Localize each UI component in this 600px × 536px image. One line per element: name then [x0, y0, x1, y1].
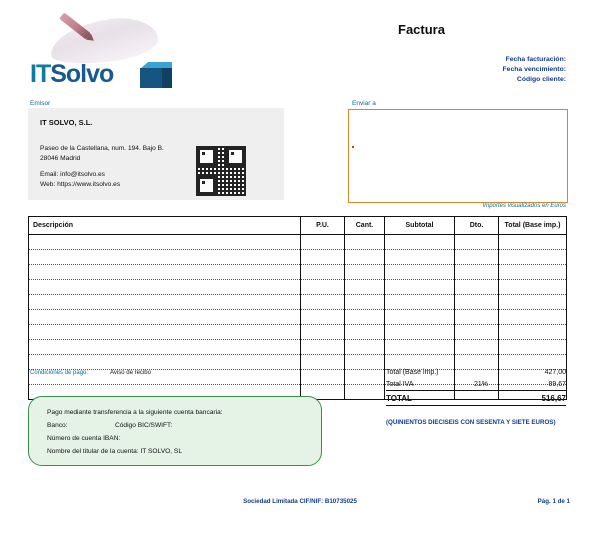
meta-codigo-cliente: Código cliente:	[516, 76, 566, 83]
cell-subtotal[interactable]	[385, 265, 455, 280]
emisor-label: Emisor	[30, 100, 51, 107]
cell-dto[interactable]	[455, 325, 499, 340]
cube-side-face	[162, 68, 172, 88]
cell-total[interactable]	[499, 235, 567, 250]
cell-pu[interactable]	[301, 355, 345, 370]
column-header-cant: Cant.	[345, 217, 385, 235]
cell-dto[interactable]	[455, 280, 499, 295]
total-iva-label: Total IVA	[386, 380, 414, 388]
cell-total[interactable]	[499, 295, 567, 310]
column-header-total-base: Total (Base imp.)	[499, 217, 567, 235]
cell-descripcion[interactable]	[29, 295, 301, 310]
logo-wordmark	[30, 60, 113, 89]
enviar-a-label: Enviar a	[352, 100, 376, 107]
cell-total[interactable]	[499, 265, 567, 280]
cell-pu[interactable]	[301, 280, 345, 295]
totals-block	[386, 366, 566, 406]
emisor-address-line2: 28046 Madrid	[40, 155, 81, 162]
cell-subtotal[interactable]	[385, 325, 455, 340]
cell-pu[interactable]	[301, 250, 345, 265]
column-header-subtotal: Subtotal	[385, 217, 455, 235]
table-header-row	[29, 217, 567, 235]
cell-descripcion[interactable]	[29, 235, 301, 250]
company-logo	[28, 18, 178, 90]
table-row[interactable]	[29, 340, 567, 355]
logo-text-solvo: Solvo	[50, 60, 114, 88]
table-row[interactable]	[29, 295, 567, 310]
bank-details-box	[28, 396, 322, 466]
cell-dto[interactable]	[455, 340, 499, 355]
emisor-name: IT SOLVO, S.L.	[40, 118, 93, 127]
emisor-address	[40, 144, 164, 164]
total-base-label: Total (Base imp.)	[386, 368, 439, 376]
cell-cant[interactable]	[345, 310, 385, 325]
bank-name-label: Banco:	[47, 422, 68, 429]
cell-subtotal[interactable]	[385, 250, 455, 265]
table-row[interactable]	[29, 250, 567, 265]
cell-cant[interactable]	[345, 355, 385, 370]
total-iva-value: 89,67	[548, 380, 566, 388]
cell-pu[interactable]	[301, 340, 345, 355]
qr-code-icon	[196, 146, 246, 196]
footer-page-number: Pág. 1 de 1	[537, 498, 570, 505]
invoice-meta	[330, 55, 566, 85]
grand-total-value: 516,67	[541, 393, 566, 403]
cell-subtotal[interactable]	[385, 310, 455, 325]
cell-cant[interactable]	[345, 385, 385, 400]
cell-dto[interactable]	[455, 250, 499, 265]
cube-icon	[140, 62, 172, 88]
table-row[interactable]	[29, 280, 567, 295]
cell-descripcion[interactable]	[29, 280, 301, 295]
page-title: Factura	[398, 22, 445, 37]
total-base-value: 427,00	[544, 368, 566, 376]
cell-pu[interactable]	[301, 235, 345, 250]
cell-total[interactable]	[499, 310, 567, 325]
cell-descripcion[interactable]	[29, 355, 301, 370]
table-row[interactable]	[29, 325, 567, 340]
emisor-contact	[40, 170, 120, 190]
total-iva-rate: 21%	[473, 380, 488, 388]
cell-descripcion[interactable]	[29, 340, 301, 355]
cell-descripcion[interactable]	[29, 250, 301, 265]
table-row[interactable]	[29, 235, 567, 250]
cell-subtotal[interactable]	[385, 235, 455, 250]
cell-cant[interactable]	[345, 295, 385, 310]
emisor-address-line1: Paseo de la Castellana, num. 194. Bajo B.	[40, 145, 164, 152]
cell-descripcion[interactable]	[29, 310, 301, 325]
cell-pu[interactable]	[301, 265, 345, 280]
emisor-web[interactable]: Web: https://www.itsolvo.es	[40, 181, 121, 188]
cell-total[interactable]	[499, 325, 567, 340]
cell-pu[interactable]	[301, 310, 345, 325]
totals-row-base	[386, 366, 566, 378]
enviar-a-box[interactable]	[348, 109, 568, 203]
currency-note: Importes visualizados en Euros	[482, 203, 566, 209]
qr-finder-top-right	[226, 147, 245, 166]
table-row[interactable]	[29, 310, 567, 325]
cell-total[interactable]	[499, 250, 567, 265]
qr-finder-top-left	[197, 147, 216, 166]
cell-dto[interactable]	[455, 295, 499, 310]
cell-cant[interactable]	[345, 250, 385, 265]
meta-fecha-vencimiento: Fecha vencimiento:	[502, 66, 566, 73]
cell-cant[interactable]	[345, 370, 385, 385]
cell-subtotal[interactable]	[385, 295, 455, 310]
cell-descripcion[interactable]	[29, 325, 301, 340]
cell-subtotal[interactable]	[385, 340, 455, 355]
total-in-letters: (QUINIENTOS DIECISEIS CON SESENTA Y SIETE EUROS)	[386, 419, 556, 426]
cell-descripcion[interactable]	[29, 265, 301, 280]
cell-cant[interactable]	[345, 280, 385, 295]
cell-total[interactable]	[499, 280, 567, 295]
payment-conditions-label: Condiciones de pago:	[30, 370, 89, 376]
cell-subtotal[interactable]	[385, 280, 455, 295]
cell-dto[interactable]	[455, 235, 499, 250]
bank-holder-label: Nombre del titular de la cuenta: IT SOLVO, SL	[47, 448, 182, 455]
column-header-descripcion: Descripción	[29, 217, 301, 235]
cell-cant[interactable]	[345, 265, 385, 280]
bank-bic-label: Código BIC/SWIFT:	[115, 422, 173, 429]
meta-fecha-facturacion: Fecha facturación:	[505, 56, 566, 63]
emisor-email: Email: info@itsolvo.es	[40, 171, 105, 178]
cell-dto[interactable]	[455, 310, 499, 325]
cell-pu[interactable]	[301, 295, 345, 310]
logo-text-it: IT	[30, 60, 51, 88]
cell-cant[interactable]	[345, 235, 385, 250]
cell-pu[interactable]	[301, 370, 345, 385]
grand-total-label: TOTAL	[386, 393, 412, 403]
cell-pu[interactable]	[301, 325, 345, 340]
totals-row-grand	[386, 390, 566, 406]
qr-finder-bottom-left	[197, 176, 216, 195]
cell-cant[interactable]	[345, 325, 385, 340]
footer-company-info: Sociedad Limitada CIF/NIF: B10735025	[243, 498, 357, 505]
cell-cant[interactable]	[345, 340, 385, 355]
column-header-pu: P.U.	[301, 217, 345, 235]
table-row[interactable]	[29, 265, 567, 280]
totals-row-iva	[386, 378, 566, 390]
enviar-a-marker	[352, 146, 354, 148]
payment-conditions-value: Aviso de recibo	[110, 370, 151, 376]
bank-iban-label: Número de cuenta IBAN:	[47, 435, 121, 442]
column-header-dto: Dto.	[455, 217, 499, 235]
cell-dto[interactable]	[455, 265, 499, 280]
cell-total[interactable]	[499, 340, 567, 355]
bank-intro-line: Pago mediante transferencia a la siguiente cuenta bancaria:	[47, 409, 223, 416]
